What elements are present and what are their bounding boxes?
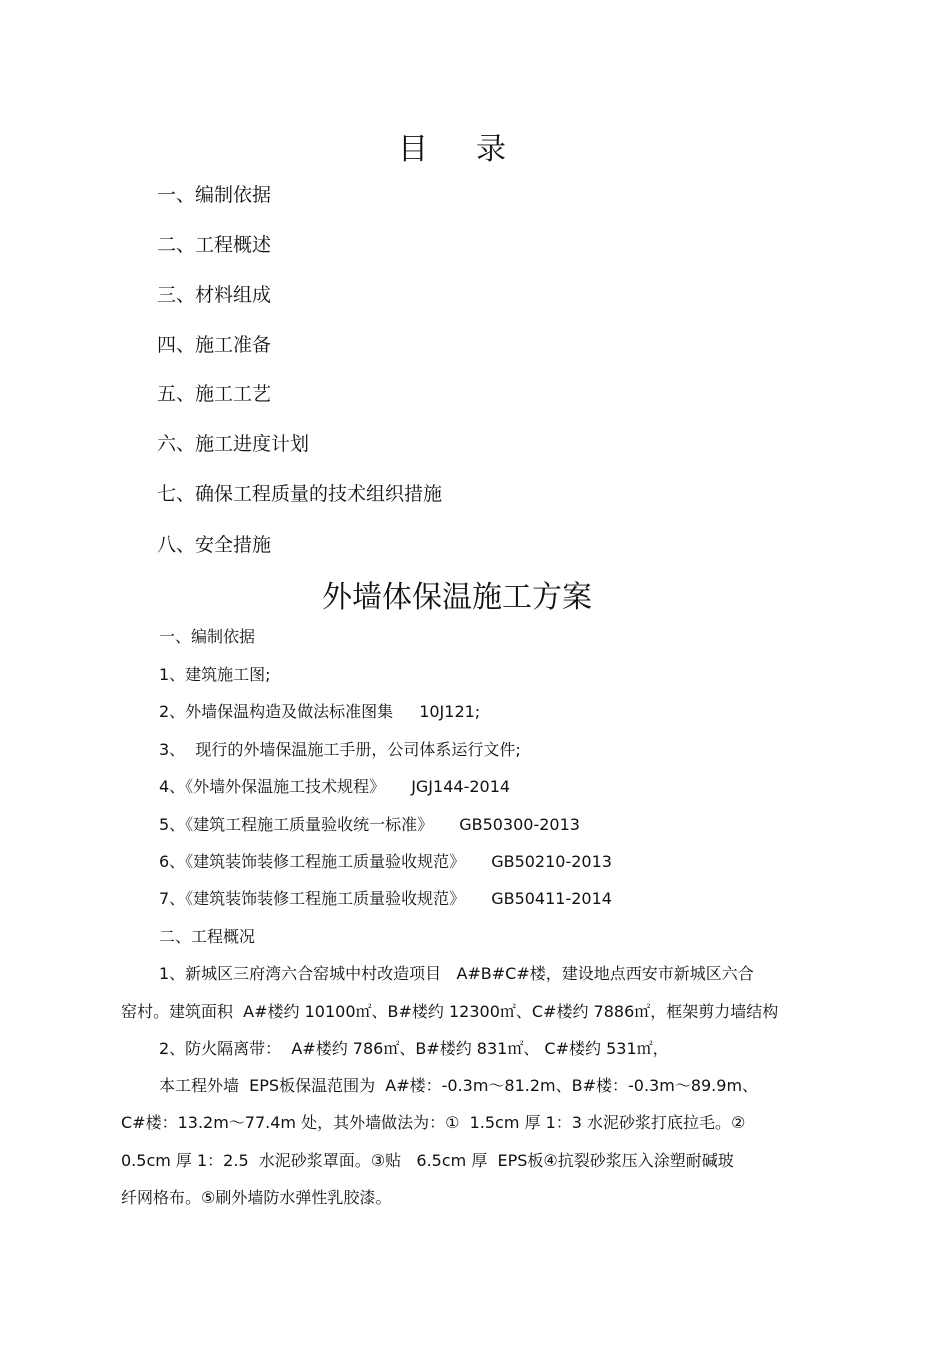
overview-line: 窑村。建筑面积 A#楼约 10100㎡、B#楼约 12300㎡、C#楼约 7886㎡，框架剪力墙结构 <box>121 1002 779 1021</box>
basis-item <box>159 662 271 685</box>
toc-item: 六、施工进度计划 <box>157 433 310 455</box>
basis-text: 4、《外墙外保温施工技术规程》 <box>159 777 386 796</box>
basis-code: GB50300-2013 <box>459 815 580 834</box>
basis-item <box>159 849 612 872</box>
basis-text: 6、《建筑装饰装修工程施工质量验收规范》 <box>159 852 466 871</box>
toc-item: 四、施工准备 <box>157 334 272 356</box>
overview-line: 1、新城区三府湾六合窑城中村改造项目 A#B#C#楼，建设地点西安市新城区六合 <box>159 964 754 983</box>
overview-line: C#楼：13.2m～77.4m 处，其外墙做法为：① 1.5cm 厚 1：3 水泥砂浆打底拉毛。② <box>121 1113 746 1132</box>
toc-item: 五、施工工艺 <box>157 383 272 405</box>
basis-item <box>159 699 480 722</box>
basis-item <box>159 737 521 760</box>
toc-item: 八、安全措施 <box>157 534 272 556</box>
overview-line: 纤网格布。⑤刷外墙防水弹性乳胶漆。 <box>121 1188 392 1207</box>
basis-text: 3、 现行的外墙保温施工手册，公司体系运行文件; <box>159 740 521 759</box>
toc-item: 七、确保工程质量的技术组织措施 <box>157 483 443 505</box>
overview-line: 0.5cm 厚 1：2.5 水泥砂浆罩面。③贴 6.5cm 厚 EPS板④抗裂砂浆压入涂塑耐碱玻 <box>121 1151 734 1170</box>
basis-code: GB50411-2014 <box>491 889 612 908</box>
basis-item <box>159 774 510 797</box>
basis-code: JGJ144-2014 <box>411 777 511 796</box>
document-title: 外墙体保温施工方案 <box>322 580 592 615</box>
basis-text: 1、建筑施工图; <box>159 665 271 684</box>
overview-line: 本工程外墙 EPS板保温范围为 A#楼：-0.3m～81.2m、B#楼：-0.3m～89.9m、 <box>159 1076 759 1095</box>
toc-item: 二、工程概述 <box>157 234 272 256</box>
basis-code: GB50210-2013 <box>491 852 612 871</box>
section-heading: 二、工程概况 <box>159 927 256 946</box>
basis-code: 10J121; <box>419 702 481 721</box>
toc-item: 三、材料组成 <box>157 284 272 306</box>
section-heading: 一、编制依据 <box>159 627 256 646</box>
toc-title: 目录 <box>398 132 554 167</box>
basis-text: 5、《建筑工程施工质量验收统一标准》 <box>159 815 434 834</box>
toc-item: 一、编制依据 <box>157 184 272 206</box>
basis-text: 7、《建筑装饰装修工程施工质量验收规范》 <box>159 889 466 908</box>
basis-item <box>159 812 580 835</box>
basis-item <box>159 886 612 909</box>
basis-text: 2、外墙保温构造及做法标准图集 <box>159 702 394 721</box>
overview-line: 2、防火隔离带： A#楼约 786㎡、B#楼约 831㎡、 C#楼约 531㎡， <box>159 1039 669 1058</box>
